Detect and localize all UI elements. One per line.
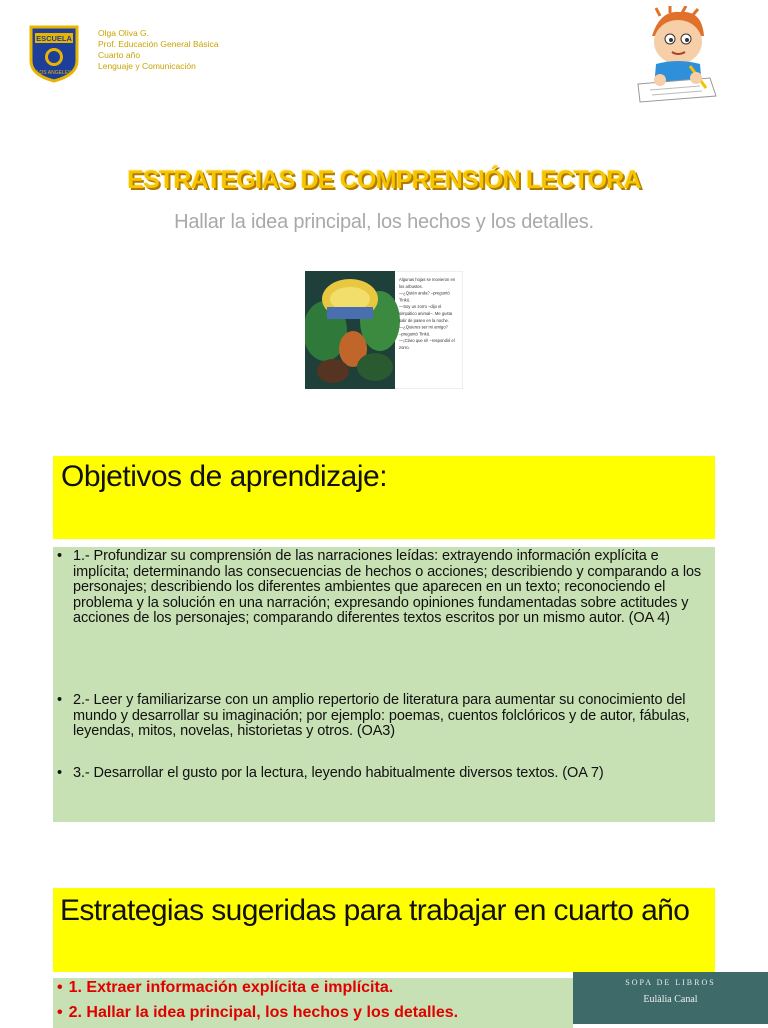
book-page-line: simpático animal–. Me gusta [399,311,453,316]
school-logo [28,25,80,83]
book-series: SOPA DE LIBROS [625,978,716,987]
book-page-line: —Soy un zorro –dijo el [399,304,442,310]
bullet: • [57,548,62,564]
logo-text-top: ESCUELA [36,34,72,43]
author-name: Olga Oliva G. [98,28,150,38]
book-page-line: los arbustos. [399,283,423,289]
objective-item-1 [57,549,707,627]
storybook-page-image [305,271,463,389]
strategy-text: 1. Extraer información explícita e implícita. [68,979,394,996]
objectives-heading-box [53,456,715,539]
book-page-line: —¿Quieres ser mi amigo? [399,324,448,330]
book-page-line: Tinkú. [399,297,411,303]
objective-item-3 [57,766,707,782]
book-page-line: Algunas hojas se movieron en [399,277,456,282]
kid-writing-illustration [630,6,720,106]
objectives-list [53,547,715,822]
book-page-line: —¡Claro que sí! –respondió el [399,338,455,344]
bullet: • [57,1004,63,1021]
strategy-text: 2. Hallar la idea principal, los hechos y los detalles. [68,1004,459,1021]
book-page-line: zorro. [399,345,410,350]
page-title: ESTRATEGIAS DE COMPRENSIÓN LECTORA [127,166,641,194]
strategies-list [53,978,573,1028]
bullet: • [57,765,62,781]
book-page-line: —¿Quién anda? –preguntó [399,290,450,296]
bullet: • [57,692,62,708]
grade-level: Cuarto año [98,50,141,60]
strategy-item-2 [57,1004,458,1022]
author-role: Prof. Educación General Básica [98,39,219,49]
objective-item-2 [57,693,707,740]
subject: Lenguaje y Comunicación [98,61,196,71]
objectives-heading: Objetivos de aprendizaje: [61,460,388,493]
book-cover-image [573,972,768,1024]
objective-text: 2.- Leer y familiarizarse con un amplio repertorio de literatura para aumentar su conocimiento del mundo y desarrollar su imaginación; por ejemplo: poemas, cuentos folclóricos y de autor, fábulas, leyendas, mitos, novelas, historietas y otros. (OA3) [73,692,690,739]
book-author: Eulàlia Canal [643,994,698,1005]
bullet: • [57,979,63,996]
strategy-item-1 [57,979,393,997]
book-page-line: –preguntó Tinkú. [399,331,431,337]
strategies-heading-box [53,888,715,972]
logo-text-bottom: LOS ANGELES [36,70,72,76]
strategies-heading: Estrategias sugeridas para trabajar en cuarto año [60,894,690,927]
author-info [98,28,218,72]
book-page-line: salir de paseo en la noche. [399,317,450,323]
objective-text: 1.- Profundizar su comprensión de las narraciones leídas: extrayendo información explícita e implícita; determinando las consecuencias de hechos o acciones; describiendo y comparando a los personajes; describiendo los diferentes ambientes que aparecen en un texto; reconociendo el problema y la solución en una narración; expresando opiniones fundamentadas sobre actitudes y acciones de los personajes; comparando diferentes textos escritos por un mismo autor. (OA 4) [73,548,702,626]
page-subtitle: Hallar la idea principal, los hechos y los detalles. [174,211,594,233]
objective-text: 3.- Desarrollar el gusto por la lectura, leyendo habitualmente diversos textos. (OA 7) [73,765,604,781]
